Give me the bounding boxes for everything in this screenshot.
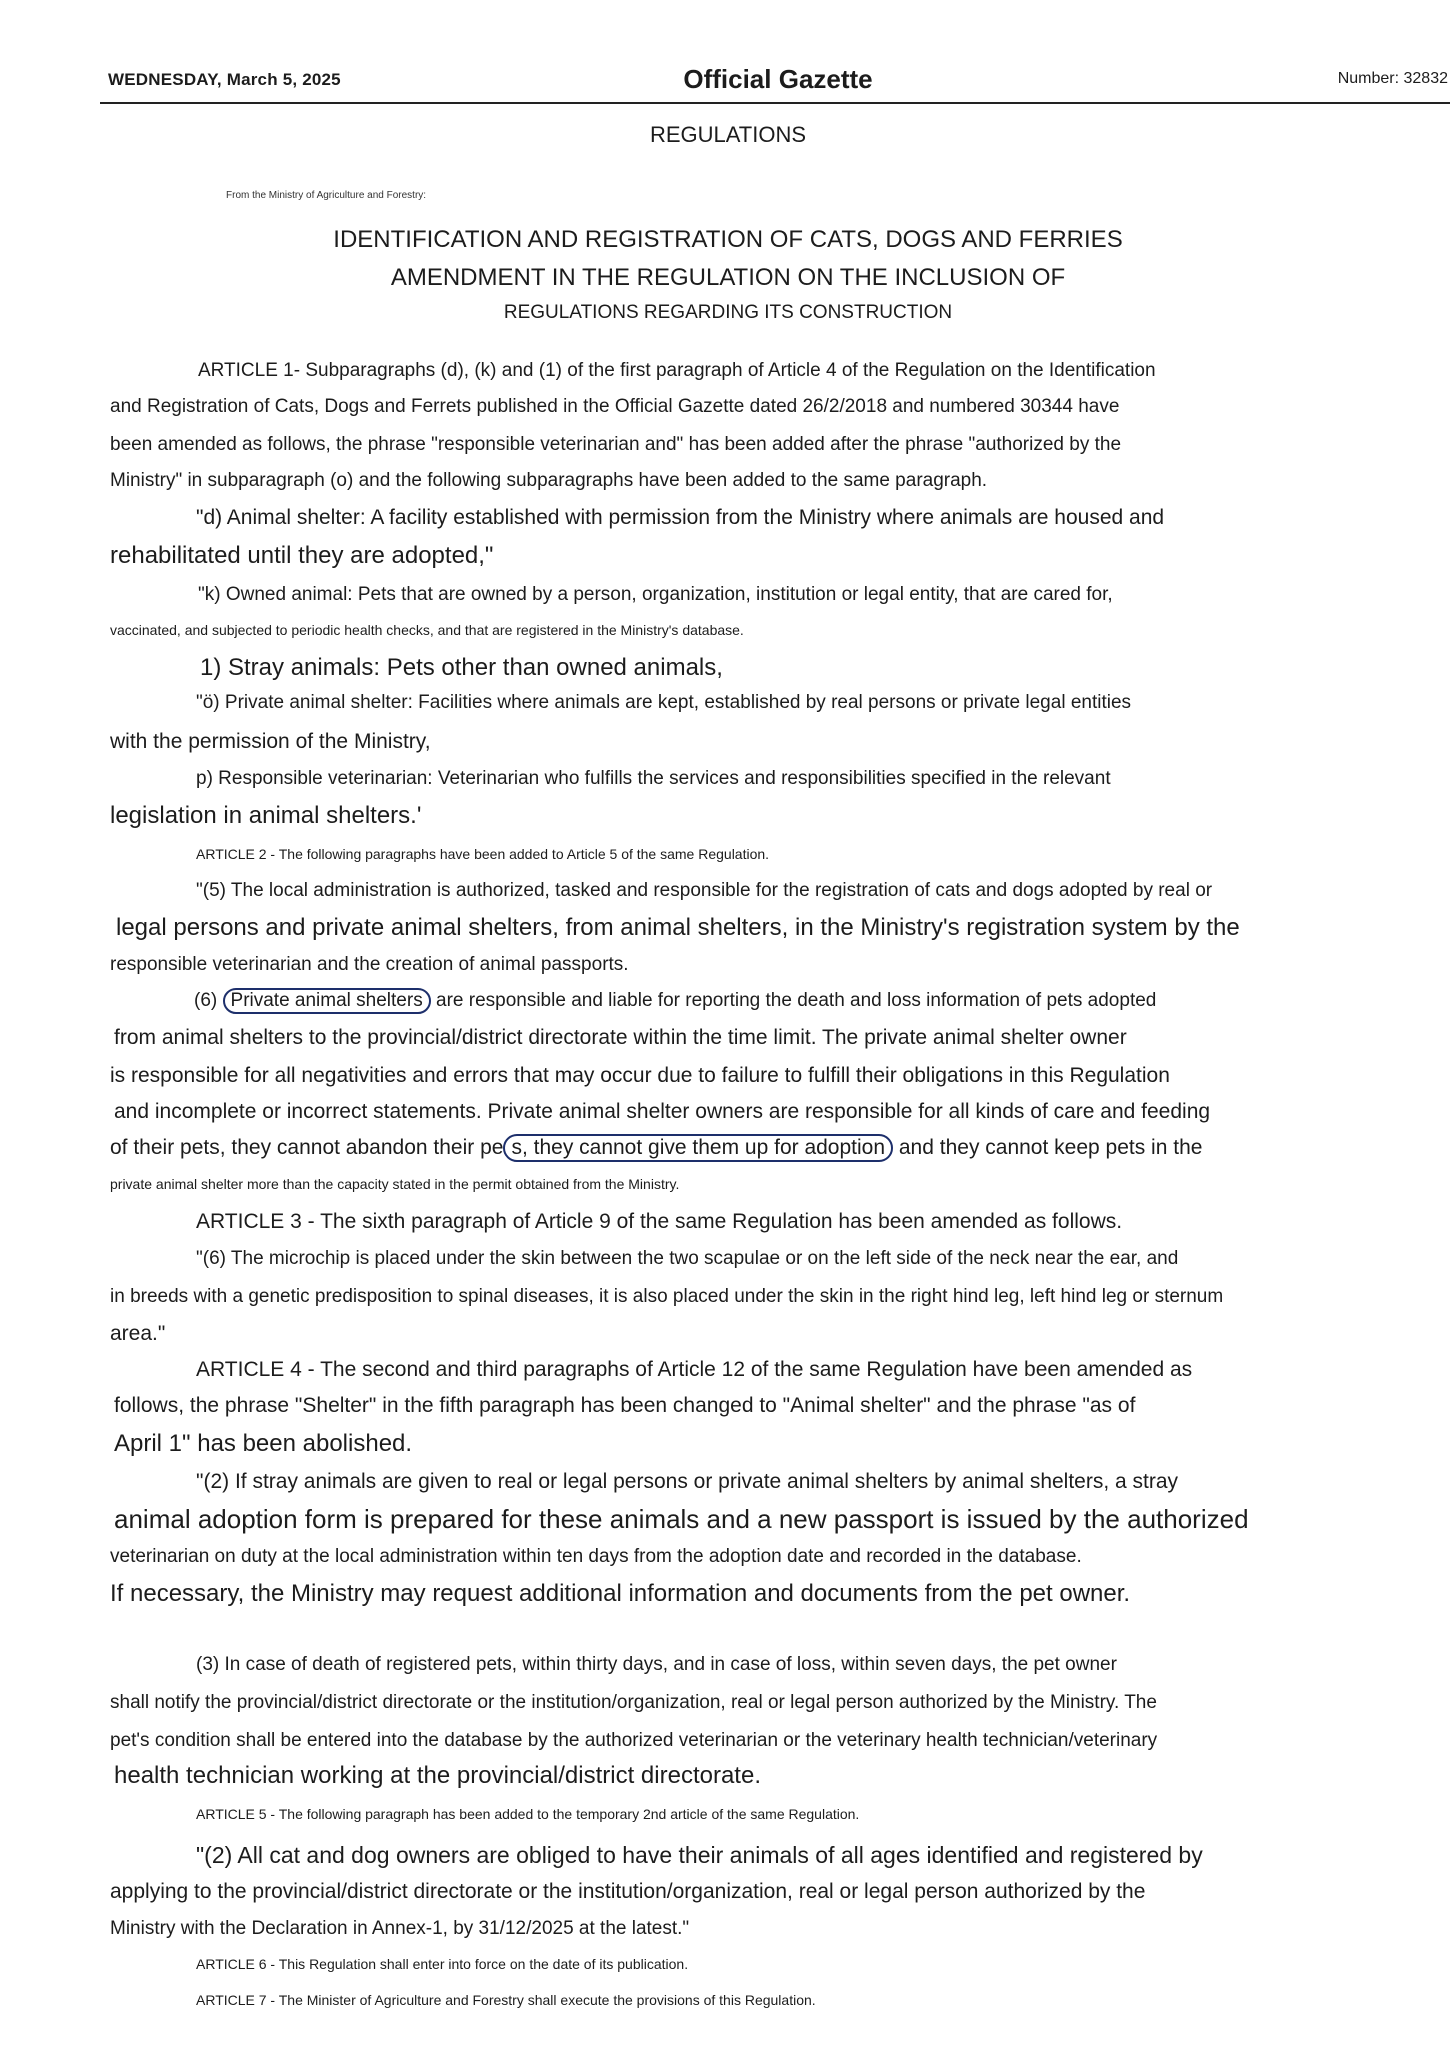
text-line: Ministry with the Declaration in Annex-1, by 31/12/2025 at the latest." <box>110 1918 690 1939</box>
ministry-line: From the Ministry of Agriculture and Forestry: <box>226 190 427 201</box>
text-line: "d) Animal shelter: A facility established with permission from the Ministry where animals are housed and <box>196 506 1165 529</box>
text-line: p) Responsible veterinarian: Veterinarian who fulfills the services and responsibilities specified in the relevant <box>196 768 1111 789</box>
text-line: rehabilitated until they are adopted," <box>110 542 494 569</box>
text-line: (3) In case of death of registered pets, within thirty days, and in case of loss, within seven days, the pet owner <box>196 1654 1117 1675</box>
text-line: in breeds with a genetic predisposition to spinal diseases, it is also placed under the skin in the right hind leg, left hind leg or sternum <box>110 1286 1224 1307</box>
text-line: area." <box>110 1322 166 1345</box>
text-line: responsible veterinarian and the creation of animal passports. <box>110 954 629 975</box>
text-line: vaccinated, and subjected to periodic health checks, and that are registered in the Ministry's database. <box>110 622 744 638</box>
text-line: "(2) All cat and dog owners are obliged to have their animals of all ages identified and registered by <box>196 1842 1203 1868</box>
text-line: 1) Stray animals: Pets other than owned animals, <box>200 654 723 681</box>
text-line: ARTICLE 3 - The sixth paragraph of Article 9 of the same Regulation has been amended as follows. <box>196 1210 1123 1233</box>
text-line: ARTICLE 1- Subparagraphs (d), (k) and (1) of the first paragraph of Article 4 of the Regulation on the Identification <box>198 360 1156 381</box>
text-line: April 1" has been abolished. <box>114 1430 413 1457</box>
header-date: WEDNESDAY, March 5, 2025 <box>108 70 341 89</box>
section-title: REGULATIONS <box>649 122 807 147</box>
header-divider <box>100 102 1450 104</box>
text-line: health technician working at the provincial/district directorate. <box>114 1762 761 1789</box>
text-line: animal adoption form is prepared for these animals and a new passport is issued by the authorized <box>114 1504 1249 1534</box>
text-line: legal persons and private animal shelters, from animal shelters, in the Ministry's registration system by the <box>116 914 1240 941</box>
text-line: legislation in animal shelters.' <box>110 802 422 829</box>
header-title: Official Gazette <box>683 64 873 94</box>
text-line: is responsible for all negativities and errors that may occur due to failure to fulfill their obligations in this Regulation <box>110 1064 1170 1087</box>
text-line: ARTICLE 5 - The following paragraph has been added to the temporary 2nd article of the same Regulation. <box>196 1806 860 1822</box>
page-header <box>108 64 1448 100</box>
title-line-1: IDENTIFICATION AND REGISTRATION OF CATS, DOGS AND FERRIES <box>333 226 1123 253</box>
handwritten-circle-adoption: s, they cannot give them up for adoption <box>503 1134 893 1162</box>
paragraph-text: and they cannot keep pets in the <box>898 1136 1203 1159</box>
title-line-2: AMENDMENT IN THE REGULATION ON THE INCLUSION OF <box>390 264 1066 291</box>
text-line: from animal shelters to the provincial/district directorate within the time limit. The private animal shelter owner <box>114 1026 1127 1049</box>
text-line: with the permission of the Ministry, <box>110 730 431 753</box>
text-line: "(5) The local administration is authorized, tasked and responsible for the registration of cats and dogs adopted by real or <box>196 880 1213 901</box>
text-line: ARTICLE 7 - The Minister of Agriculture and Forestry shall execute the provisions of this Regulation. <box>196 1992 816 2008</box>
text-line: ARTICLE 2 - The following paragraphs have been added to Article 5 of the same Regulation. <box>196 846 770 862</box>
text-line: Ministry" in subparagraph (o) and the following subparagraphs have been added to the same paragraph. <box>110 470 988 491</box>
text-line-with-circle <box>110 1136 1202 1160</box>
text-line: If necessary, the Ministry may request additional information and documents from the pet owner. <box>110 1580 1131 1607</box>
text-line: "k) Owned animal: Pets that are owned by a person, organization, institution or legal entity, that are cared for, <box>198 584 1113 605</box>
text-line: been amended as follows, the phrase "responsible veterinarian and" has been added after the phrase "authorized by the <box>110 434 1122 455</box>
text-line-with-circle <box>194 990 1156 1012</box>
paragraph-text: of their pets, they cannot abandon their pe <box>110 1136 504 1159</box>
handwritten-circle-private-animal-shelters: Private animal shelters <box>223 988 431 1014</box>
text-line: shall notify the provincial/district directorate or the institution/organization, real or legal person authorized by the Ministry. The <box>110 1692 1157 1713</box>
paragraph-number: (6) <box>194 990 218 1011</box>
title-line-3: REGULATIONS REGARDING ITS CONSTRUCTION <box>503 302 953 323</box>
text-line: pet's condition shall be entered into the database by the authorized veterinarian or the veterinary health technician/veterinary <box>110 1730 1158 1751</box>
text-line: and Registration of Cats, Dogs and Ferrets published in the Official Gazette dated 26/2/2018 and numbered 30344 have <box>110 396 1120 417</box>
text-line: applying to the provincial/district directorate or the institution/organization, real or legal person authorized by the <box>110 1880 1146 1903</box>
header-number: Number: 32832 <box>1337 70 1448 87</box>
text-line: follows, the phrase "Shelter" in the fifth paragraph has been changed to "Animal shelter" and the phrase "as of <box>114 1394 1136 1417</box>
text-line: veterinarian on duty at the local administration within ten days from the adoption date and recorded in the database. <box>110 1546 1082 1567</box>
text-line: "(2) If stray animals are given to real or legal persons or private animal shelters by animal shelters, a stray <box>196 1470 1179 1493</box>
text-line: private animal shelter more than the capacity stated in the permit obtained from the Ministry. <box>110 1176 680 1192</box>
paragraph-text: are responsible and liable for reporting the death and loss information of pets adopted <box>436 990 1157 1011</box>
text-line: ARTICLE 4 - The second and third paragraphs of Article 12 of the same Regulation have been amended as <box>196 1358 1193 1381</box>
text-line: "(6) The microchip is placed under the skin between the two scapulae or on the left side of the neck near the ear, and <box>196 1248 1179 1269</box>
text-line: "ö) Private animal shelter: Facilities where animals are kept, established by real persons or private legal entities <box>196 692 1132 713</box>
text-line: and incomplete or incorrect statements. Private animal shelter owners are responsible for all kinds of care and feeding <box>114 1100 1211 1123</box>
text-line: ARTICLE 6 - This Regulation shall enter into force on the date of its publication. <box>196 1956 689 1972</box>
